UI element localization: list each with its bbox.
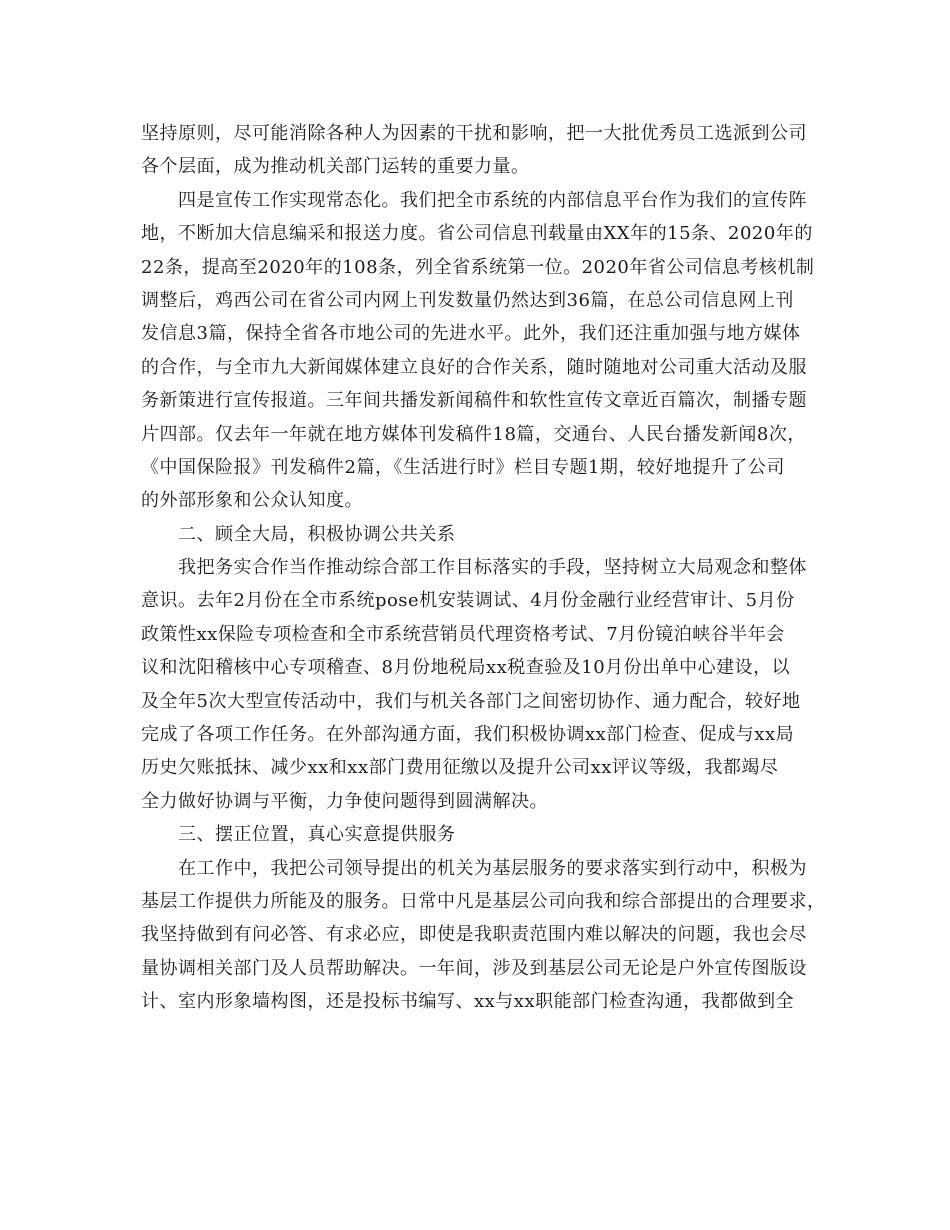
text-line: 的外部形象和公众认知度。 xyxy=(141,490,363,512)
paragraph-first-line: 我把务实合作当作推动综合部工作目标落实的手段，坚持树立大局观念和整体 xyxy=(141,557,807,579)
text-line: 调整后，鸡西公司在省公司内网上刊发数量仍然达到36篇，在总公司信息网上刊 xyxy=(141,289,794,311)
text-line: 议和沈阳稽核中心专项稽查、8月份地税局xx税查验及10月份出单中心建设，以 xyxy=(141,657,791,679)
text-line: 及全年5次大型宣传活动中，我们与机关各部门之间密切协作、通力配合，较好地 xyxy=(141,690,801,712)
text-line: 意识。去年2月份在全市系统pose机安装调试、4月份金融行业经营审计、5月份 xyxy=(141,590,795,612)
text-line: 完成了各项工作任务。在外部沟通方面，我们积极协调xx部门检查、促成与xx局 xyxy=(141,724,795,746)
text-line: 务新策进行宣传报道。三年间共播发新闻稿件和软性宣传文章近百篇次，制播专题 xyxy=(141,390,807,412)
text-line: 的合作，与全市九大新闻媒体建立良好的合作关系，随时随地对公司重大活动及服 xyxy=(141,356,807,378)
text-line: 发信息3篇，保持全省各市地公司的先进水平。此外，我们还注重加强与地方媒体 xyxy=(141,323,801,345)
text-line: 我坚持做到有问必答、有求必应，即使是我职责范围内难以解决的问题，我也会尽 xyxy=(141,924,807,946)
document-body xyxy=(141,117,831,1019)
text-line: 历史欠账抵抹、减少xx和xx部门费用征缴以及提升公司xx评议等级，我都竭尽 xyxy=(141,757,779,779)
text-line: 政策性xx保险专项检查和全市系统营销员代理资格考试、7月份镜泊峡谷半年会 xyxy=(141,623,785,645)
text-line: 地，不断加大信息编采和报送力度。省公司信息刊载量由XX年的15条、2020年的 xyxy=(141,223,813,245)
text-line: 《中国保险报》刊发稿件2篇，《生活进行时》栏目专题1期，较好地提升了公司 xyxy=(141,456,785,478)
text-line: 各个层面，成为推动机关部门运转的重要力量。 xyxy=(141,156,530,178)
text-line: 量协调相关部门及人员帮助解决。一年间，涉及到基层公司无论是户外宣传图版设 xyxy=(141,957,807,979)
text-line: 坚持原则，尽可能消除各种人为因素的干扰和影响，把一大批优秀员工选派到公司 xyxy=(141,123,807,144)
section-heading: 二、顾全大局，积极协调公共关系 xyxy=(141,523,456,545)
text-line: 全力做好协调与平衡，力争使问题得到圆满解决。 xyxy=(141,790,548,812)
section-heading: 三、摆正位置，真心实意提供服务 xyxy=(141,824,456,846)
text-line: 片四部。仅去年一年就在地方媒体刊发稿件18篇，交通台、人民台播发新闻8次， xyxy=(141,423,806,445)
text-line: 22条，提高至2020年的108条，列全省系统第一位。2020年省公司信息考核机制 xyxy=(141,256,815,278)
text-line: 计、室内形象墙构图，还是投标书编写、xx与xx职能部门检查沟通，我都做到全 xyxy=(141,991,795,1013)
paragraph-first-line: 在工作中，我把公司领导提出的机关为基层服务的要求落实到行动中，积极为 xyxy=(141,857,807,879)
text-line: 基层工作提供力所能及的服务。日常中凡是基层公司向我和综合部提出的合理要求， xyxy=(141,890,826,912)
paragraph-first-line: 四是宣传工作实现常态化。我们把全市系统的内部信息平台作为我们的宣传阵 xyxy=(141,189,807,211)
